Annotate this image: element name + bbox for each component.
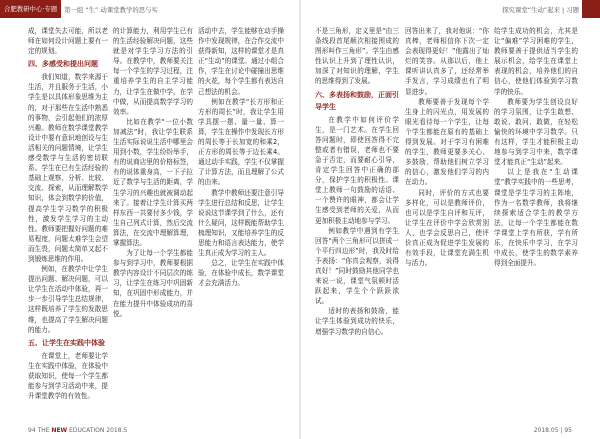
running-title: 探究课堂“生动”起来 | 习题 (502, 5, 579, 14)
paragraph: 例如教学中遇到有学生回答“两个三角形可以拼成一个平行四边形”时，我及时给予表扬：“你真会观察，说得真好！”同时鼓励其他同学也来说一说，课堂气氛顿时活跃起来，学生个个跃跃欲试。 (315, 226, 399, 306)
corner-tab (582, 0, 600, 18)
paragraph: 给学生成功的机会，尤其是让“偏难”学习困难的学生，教师要善于提供适当学生的展示机会，给学生在课堂上表现的机会，培养他们的自信心，使他们体验到学习数学的快乐。 (494, 27, 578, 96)
paragraph: 适时的表扬和鼓励，能让学生体验到成功的快乐，增强学习数学的自信心。 (315, 307, 399, 336)
issue-date: 2018.5 (106, 427, 128, 434)
paragraph: 教学中教师还要注意引导学生进行总结和反思，让学生说说这节课学到了什么，还有什么疑问，这样既能帮助学生梳理知识，又能培养学生的反思能力和语言表达能力，使学生真正成为学习的主人。 (198, 188, 284, 258)
text-column-3 (198, 26, 284, 418)
text-column-5 (405, 26, 489, 418)
section-heading: 六、多表扬和鼓励，正面引导学生 (315, 90, 399, 111)
text-column-1 (28, 26, 108, 418)
paragraph: 教师要为学生创设良好的学习氛围，让学生敢想、敢说、敢问、敢做，在轻松愉快的环境中学习数学。只有这样，学生才能积极主动地参与到学习中来，数学课堂才能真正“生动”起来。 (494, 97, 578, 167)
section-title: 第一组 “生” 动课堂教学的思与实 (64, 5, 158, 14)
paragraph: 回答出来了，我对他说：“你真棒，老师相信你下次一定会表现得更好！”他露出了灿烂的笑容。从那以后，他上课听讲认真多了，还经常举手发言，学习成绩也有了明显进步。 (405, 27, 489, 96)
footer-left (28, 427, 127, 434)
text-column-6 (494, 26, 578, 418)
paragraph: 为了让每一个学生都能参与到学习中，教师要根据教学内容设计不同层次的练习，让学生在练习中巩固新知，在巩固中形成能力，并在能力提升中体验成功的喜悦。 (113, 249, 193, 318)
paragraph: 活动中去，学生能够在动手操作中发现规律，在合作交流中获得新知，这样的课堂才是真正“生动”的课堂。通过小组合作，学生在讨论中碰撞出思维的火花，每个学生都有表达自己想法的机会。 (198, 27, 284, 96)
paragraph: 例如，在教学中让学生提出问题、解决问题，可以让学生在活动中体验，再一步一步引导学生总结规律，这样既培养了学生的发散思维，也提高了学生解决问题的能力。 (28, 265, 108, 334)
paragraph: 的计算能力，利用学生已有的生活经验解决问题，这些就是对学生学习方法的引导。在教学中，教师要关注每一个学生的学习过程，注重培养学生的自主学习能力，让学生在做中学，在学中做，从而提高数学学习的效率。 (113, 27, 193, 116)
section-tab: 合肥教研中心·专题 (0, 0, 61, 18)
paragraph: 不是三角形，定义里是“由三条线段首尾顺次相接围成的图形叫作三角形”。学生由感性认识上升到了理性认识，加深了对知识的理解，学生的思维得到了发展。 (315, 27, 399, 86)
page-number-left: 94 (28, 427, 36, 434)
paragraph: 在教学中如何评价学生，是一门艺术。在学生回答问题时，即使回答得不完整或者有错误，老师也不要急于否定，而要耐心引导，肯定学生回答中正确的部分，保护学生的积极性。课堂上教师一句鼓励的话语、一个赞许的眼神，都会让学生感受到老师的关爱，从而更加积极主动地参与学习。 (315, 115, 399, 225)
paragraph: 我们知道，数学来源于生活，并且服务于生活，小学生是以具体形象思维为主的，对于那些在生活中熟悉的事物，会引起他们的浓厚兴趣。教师在数学课堂教学设计中要有意识地创设与生活相关的问题情境，让学生感受数学与生活的密切联系。学生在已有生活经验的基础上观察、分析、比较、交流、探索，从而理解数学知识，体会到数学的价值，提高学生学习数学的积极性，激发学生学习的主动性。教师要把握好问题的难易程度，问题太难学生会望而生畏，问题太简单又起不到锻炼思维的作用。 (28, 73, 108, 263)
section-heading: 五、让学生在实践中体验 (28, 338, 105, 347)
text-column-2 (113, 26, 193, 418)
text-column-4 (315, 26, 399, 418)
paragraph: 例如在教学“长方形和正方形的周长”时，我让学生用学具摆一摆、量一量、算一算，学生在操作中发现长方形的周长等于长加宽的和乘2，正方形的周长等于边长乘4。通过动手实践，学生不仅掌握了计算方法，而且理解了公式的由来。 (198, 97, 284, 187)
paragraph: 教师要善于发现每个学生身上的闪光点，用发展的眼光看待每一个学生，让每个学生都能在原有的基础上得到发展。对于学习有困难的学生，教师更要多关心、多鼓励，帮助他们树立学习的信心，激发他们学习的内在动力。 (405, 97, 489, 187)
header-left (0, 0, 300, 18)
section-heading: 四、多感受和提出问题 (28, 60, 98, 69)
magazine-name: THE NEW EDUCATION (37, 427, 105, 434)
paragraph: 成，课堂失去可能，所以老师在如何设计问题上要有一定的规划。 (28, 27, 108, 56)
paragraph: 比如在教学“一位小数加减法”时，我让学生联系生活实际说说生活中哪里会用到小数，学生纷纷举手，有的说商店里的价格标签，有的说体重身高，一下子拉近了数学与生活的距离，学生学习的兴趣也就被调动起来了。接着让学生计算买两样东西一共要付多少钱，学生自己列式计算，然后交流算法，在交流中理解算理，掌握算法。 (113, 117, 193, 247)
footer-right: 2018.05 | 95 (533, 427, 572, 434)
header-right (300, 0, 600, 18)
paragraph: 以上是我在“生动课堂”教学实践中的一些思考，课堂是学生学习的主阵地，作为一名数学教师，我将继续探索适合学生的教学方法，让每一个学生都能在数学课堂上学有所获，学有所乐，在快乐中学习，在学习中成长，使学生的数学素养得到全面提升。 (494, 168, 578, 268)
paragraph: 总之，让学生在实践中体验，在体验中成长，数学课堂才会充满活力。 (198, 259, 284, 288)
page-spine (299, 0, 301, 439)
paragraph: 同时，评价的方式也要多样化，可以是教师评价，也可以是学生自评和互评，让学生在评价中学会欣赏别人，也学会反思自己，使评价真正成为促进学生发展的有效手段，让课堂充满生机与活力。 (405, 188, 489, 268)
paragraph: 在课堂上，老师要让学生在实践中体验，在体验中获取知识，使每一个学生都能参与到学习活动中来，提升课堂教学的有效性。 (28, 351, 108, 401)
